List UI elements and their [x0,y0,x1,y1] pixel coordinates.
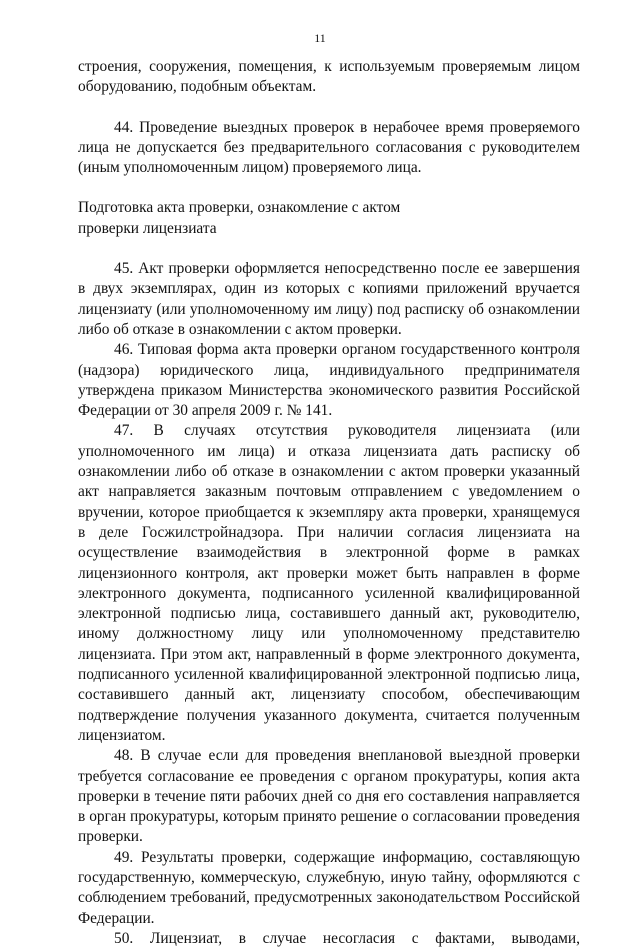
section-heading [78,198,580,239]
paragraph-45: 45. Акт проверки оформляется непосредственно после ее завершения в двух экземплярах, один из которых с копиями приложений вручается лицензиату (или уполномоченному им лицу) под расписку об ознакомлении либо об отказе в ознакомлении с актом проверки. [78,260,580,338]
paragraph-49: 49. Результаты проверки, содержащие информацию, составляющую государственную, коммерческую, служебную, иную тайну, оформляются с соблюдением требований, предусмотренных законодательством Российской Федерации. [78,848,580,927]
paragraph-47: 47. В случаях отсутствия руководителя лицензиата (или уполномоченного им лица) и отказа лицензиата дать расписку об ознакомлении либо об отказе в ознакомлении с актом проверки указанный акт направляется заказным почтовым отправлением с уведомлением о вручении, которое приобщается к экземпляру акта проверки, хранящемуся в деле Госжилстройнадзора. При наличии согласия лицензиата на осуществление взаимодействия в электронной форме в рамках лицензионного контроля, акт проверки может быть направлен в форме электронного документа, подписанного усиленной квалифицированной электронной подписью лица, составившего данный акт, руководителю, иному должностному лицу или уполномоченному представителю лицензиата. При этом акт, направленный в форме электронного документа, подписанного усиленной квалифицированной электронной подписью лица, составившего данный акт, лицензиату способом, обеспечивающим подтверждение получения указанного документа, считается полученным лицензиатом. [78,422,580,744]
spacer [78,98,580,118]
paragraph-48: 48. В случае если для проведения внеплановой выездной проверки требуется согласование ее проведения с органом прокуратуры, копия акта проверки в течение пяти рабочих дней со дня его составления направляется в орган прокуратуры, которым принято решение о согласовании проведения проверки. [78,747,580,846]
section-heading-line-1: Подготовка акта проверки, ознакомление с актом [78,199,401,217]
spacer [78,178,580,198]
document-body [78,57,580,949]
paragraph-46: 46. Типовая форма акта проверки органом государственного контроля (надзора) юридического лица, индивидуального предпринимателя утверждена приказом Министерства экономического развития Российской Федерации от 30 апреля 2009 г. № 141. [78,341,580,420]
page-number: 11 [314,31,326,45]
spacer [78,239,580,259]
section-heading-line-2: проверки лицензиата [78,219,217,237]
paragraph-50: 50. Лицензиат, в случае несогласия с фактами, выводами, [114,929,580,947]
paragraph-44: 44. Проведение выездных проверок в нерабочее время проверяемого лица не допускается без предварительного согласования с руководителем (иным уполномоченным лицом) проверяемого лица. [78,118,580,177]
paragraph-continuation: строения, сооружения, помещения, к используемым проверяемым лицом оборудованию, подобным объектам. [78,58,580,96]
